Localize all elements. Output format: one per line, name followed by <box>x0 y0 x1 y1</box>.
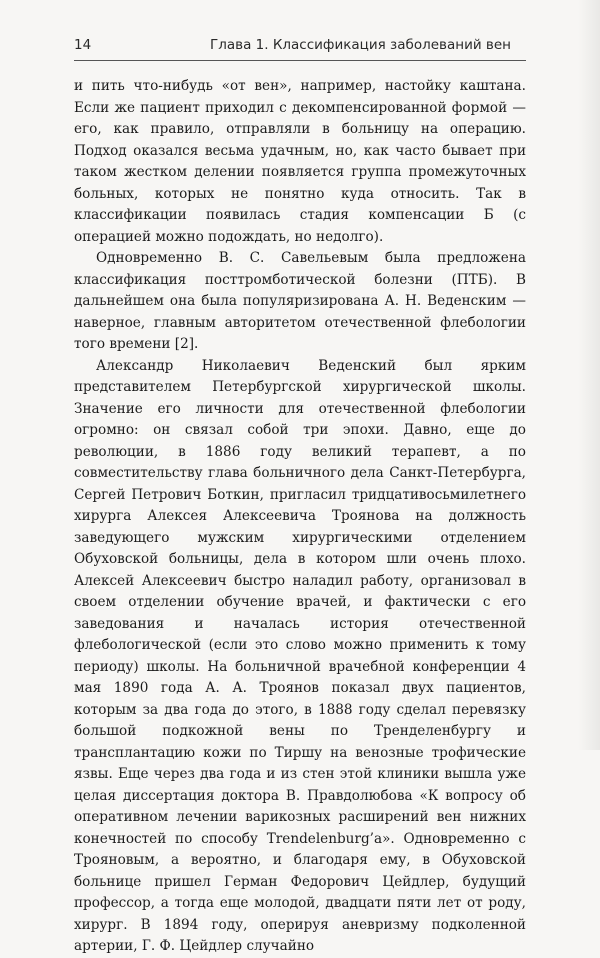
paragraph-savelyev: Одновременно В. С. Савельевым была предложена классификация посттромботической болезни (ПТБ). В дальнейшем она была популяризирована А. Н. Веденским — наверное, главным авторитетом отечественной флебологии того времени [2]. <box>74 250 526 352</box>
running-header <box>74 37 526 59</box>
paragraph-continuation: и пить что-нибудь «от вен», например, настойку каштана. Если же пациент приходил с декомпенсированной формой — его, как правило, отправляли в больницу на операцию. Подход оказался весьма удачным, но, как часто бывает при таком жестком делении появляется группа промежуточных больных, которых не понятно куда относить. Так в классификации появилась стадия компенсации Б (с операцией можно подождать, но недолго). <box>74 78 526 245</box>
body-text <box>74 76 526 958</box>
page-number: 14 <box>74 37 92 53</box>
chapter-title: Глава 1. Классификация заболеваний вен <box>210 37 512 53</box>
paragraph-vedensky: Александр Николаевич Веденский был ярким представителем Петербургской хирургической школы. Значение его личности для отечественной флебологии огромно: он связал собой три эпохи. Давно, еще до революции, в 1886 году великий терапевт, а по совместительству глава больничного дела Санкт-Петербурга, Сергей Петрович Боткин, пригласил тридцативосьмилетнего хирурга Алексея Алексеевича Троянова на должность заведующего мужским хирургическими отделением Обуховской больницы, дела в котором шли очень плохо. Алексей Алексеевич быстро наладил работу, организовал в своем отделении обучение врачей, и фактически с его заведования и началась история отечественной флебологической (если это слово можно применить к тому периоду) школы. На больничной врачебной конференции 4 мая 1890 года А. А. Троянов показал двух пациентов, которым за два года до этого, в 1888 году сделал перевязку большой подкожной вены по Тренделенбургу и трансплантацию кожи по Тиршу на венозные трофические язвы. Еще через два года и из стен этой клиники вышла уже целая диссертация доктора В. Правдолюбова «К вопросу об оперативном лечении варикозных расширений вен нижних конечностей по способу Trendelenburg’a». Одновременно с Трояновым, а вероятно, и благодаря ему, в Обуховской больнице пришел Герман Федорович Цейдлер, будущий профессор, а тогда еще молодой, двадцати пяти лет от роду, хирург. В 1894 году, оперируя аневризму подколенной артерии, Г. Ф. Цейдлер случайно <box>74 357 526 954</box>
header-rule <box>74 60 526 61</box>
page-edge-shadow <box>578 0 600 750</box>
